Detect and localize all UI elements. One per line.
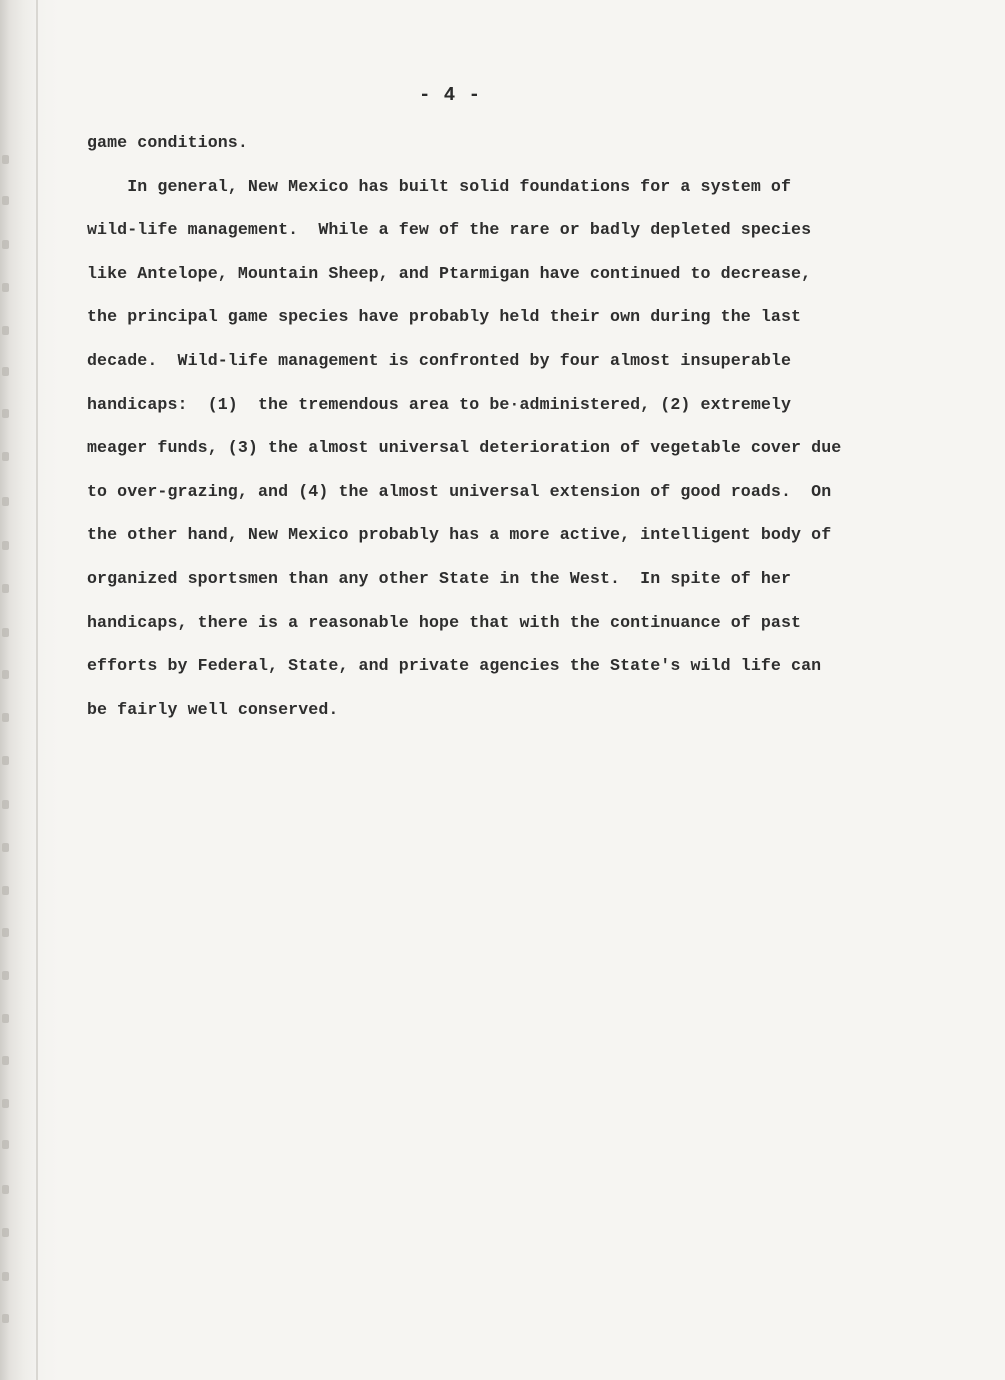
bleed-through-mark	[2, 628, 9, 637]
text-line: the other hand, New Mexico probably has a more active, intelligent body of	[87, 525, 832, 545]
typed-paragraph	[87, 129, 947, 739]
bleed-through-mark	[2, 541, 9, 550]
text-line: decade. Wild-life management is confronted by four almost insuperable	[87, 350, 792, 370]
text-line: the principal game species have probably held their own during the last	[87, 307, 802, 327]
bleed-through-mark	[2, 1140, 9, 1149]
bleed-through-mark	[2, 1228, 9, 1237]
bleed-through-mark	[2, 1056, 9, 1065]
text-line: In general, New Mexico has built solid foundations for a system of	[87, 176, 792, 196]
bleed-through-mark	[2, 670, 9, 679]
binding-spine	[0, 0, 36, 1380]
bleed-through-mark	[2, 843, 9, 852]
bleed-through-mark	[2, 155, 9, 164]
bleed-through-mark	[2, 452, 9, 461]
text-line: meager funds, (3) the almost universal deterioration of vegetable cover due	[87, 438, 842, 458]
bleed-through-mark	[2, 1272, 9, 1281]
bleed-through-mark	[2, 756, 9, 765]
bleed-through-mark	[2, 409, 9, 418]
bleed-through-mark	[2, 1314, 9, 1323]
bleed-through-mark	[2, 326, 9, 335]
text-line: like Antelope, Mountain Sheep, and Ptarmigan have continued to decrease,	[87, 263, 812, 283]
bleed-through-mark	[2, 800, 9, 809]
text-line: handicaps: (1) the tremendous area to be·administered, (2) extremely	[87, 394, 792, 414]
bleed-through-mark	[2, 1185, 9, 1194]
text-line: efforts by Federal, State, and private agencies the State's wild life can	[87, 656, 822, 676]
text-line: game conditions.	[87, 133, 248, 152]
text-line: organized sportsmen than any other State in the West. In spite of her	[87, 568, 792, 588]
bleed-through-mark	[2, 584, 9, 593]
bleed-through-mark	[2, 886, 9, 895]
bleed-through-mark	[2, 283, 9, 292]
bleed-through-mark	[2, 367, 9, 376]
text-line: be fairly well conserved.	[87, 699, 339, 719]
bleed-through-mark	[2, 497, 9, 506]
text-line: to over-grazing, and (4) the almost universal extension of good roads. On	[87, 481, 832, 501]
binding-edge	[36, 0, 38, 1380]
page-number: - 4 -	[418, 84, 481, 106]
bleed-through-mark	[2, 713, 9, 722]
bleed-through-mark	[2, 1099, 9, 1108]
bleed-through-mark	[2, 1014, 9, 1023]
text-line: wild-life management. While a few of the rare or badly depleted species	[87, 220, 812, 240]
bleed-through-mark	[2, 196, 9, 205]
bleed-through-mark	[2, 240, 9, 249]
text-line: handicaps, there is a reasonable hope that with the continuance of past	[87, 612, 802, 632]
bleed-through-mark	[2, 971, 9, 980]
bleed-through-mark	[2, 928, 9, 937]
